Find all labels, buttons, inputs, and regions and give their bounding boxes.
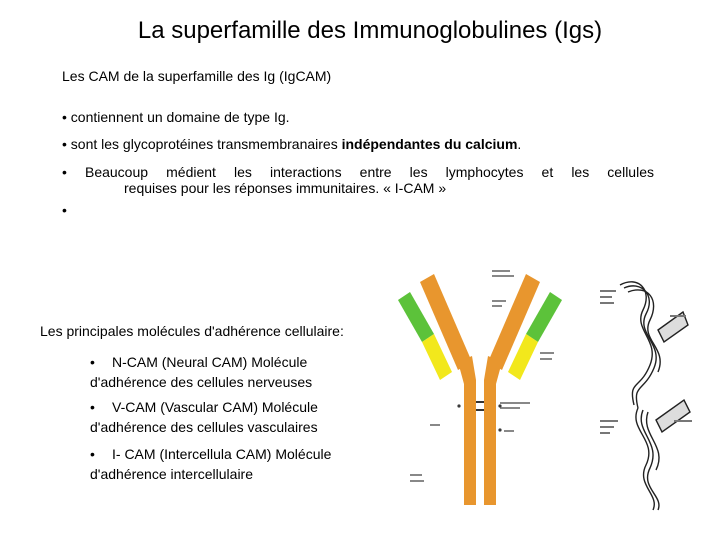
heavy-chain-left-arm: [420, 274, 472, 370]
bullet-symbol: •: [90, 399, 95, 415]
intro-text: Les CAM de la superfamille des Ig (IgCAM): [62, 68, 332, 84]
molecule-description: d'adhérence des cellules vasculaires: [90, 419, 318, 435]
word: les: [571, 164, 590, 180]
word: les: [409, 164, 428, 180]
word: les: [234, 164, 252, 180]
word: et: [541, 164, 554, 180]
immunoglobulin-diagram: [380, 262, 580, 517]
word: interactions: [270, 164, 342, 180]
ig-domain-schematic: [598, 270, 713, 515]
word: entre: [359, 164, 392, 180]
molecule-name: I- CAM (Intercellula CAM) Molécule: [112, 446, 332, 462]
bullet-symbol: •: [90, 354, 95, 370]
bullet-text-end: .: [517, 136, 522, 152]
bullet-symbol: •: [90, 446, 95, 462]
bullet-symbol: •: [62, 164, 67, 180]
word: médient: [166, 164, 216, 180]
heavy-chain-right-arm: [488, 274, 540, 370]
bullet-text: sont les glycoprotéines transmembranaires: [70, 136, 342, 152]
heavy-chain-stem-left: [464, 380, 476, 505]
bullet-line-1: [62, 164, 654, 180]
molecule-name: V-CAM (Vascular CAM) Molécule: [112, 399, 318, 415]
bullet-ig-domain: [62, 109, 290, 125]
empty-bullet: [62, 202, 67, 218]
molecule-item-ncam: [90, 352, 390, 392]
molecule-description: d'adhérence intercellulaire: [90, 466, 253, 482]
bullet-symbol: •: [62, 202, 67, 218]
word: Beaucoup: [84, 164, 149, 180]
page-title: La superfamille des Immunoglobulines (Igs): [137, 17, 603, 44]
heavy-chain-stem-right: [484, 380, 496, 505]
bullet-symbol: •: [62, 136, 67, 152]
bullet-line-2: requises pour les réponses immunitaires. « I-CAM »: [124, 180, 447, 196]
molecules-heading: Les principales molécules d'adhérence cellulaire:: [40, 323, 344, 339]
bullet-text: contiennent un domaine de type Ig.: [70, 109, 290, 125]
molecule-description: d'adhérence des cellules nerveuses: [90, 374, 313, 390]
bullet-bold-text: indépendantes du calcium: [341, 136, 518, 152]
bullet-interactions: [62, 164, 654, 196]
word: cellules: [607, 164, 654, 180]
word: lymphocytes: [445, 164, 524, 180]
molecule-name: N-CAM (Neural CAM) Molécule: [112, 354, 308, 370]
molecule-item-icam: [90, 444, 390, 484]
bullet-symbol: •: [62, 109, 67, 125]
bullet-glycoproteins: [62, 136, 521, 152]
molecule-item-vcam: [90, 397, 390, 437]
